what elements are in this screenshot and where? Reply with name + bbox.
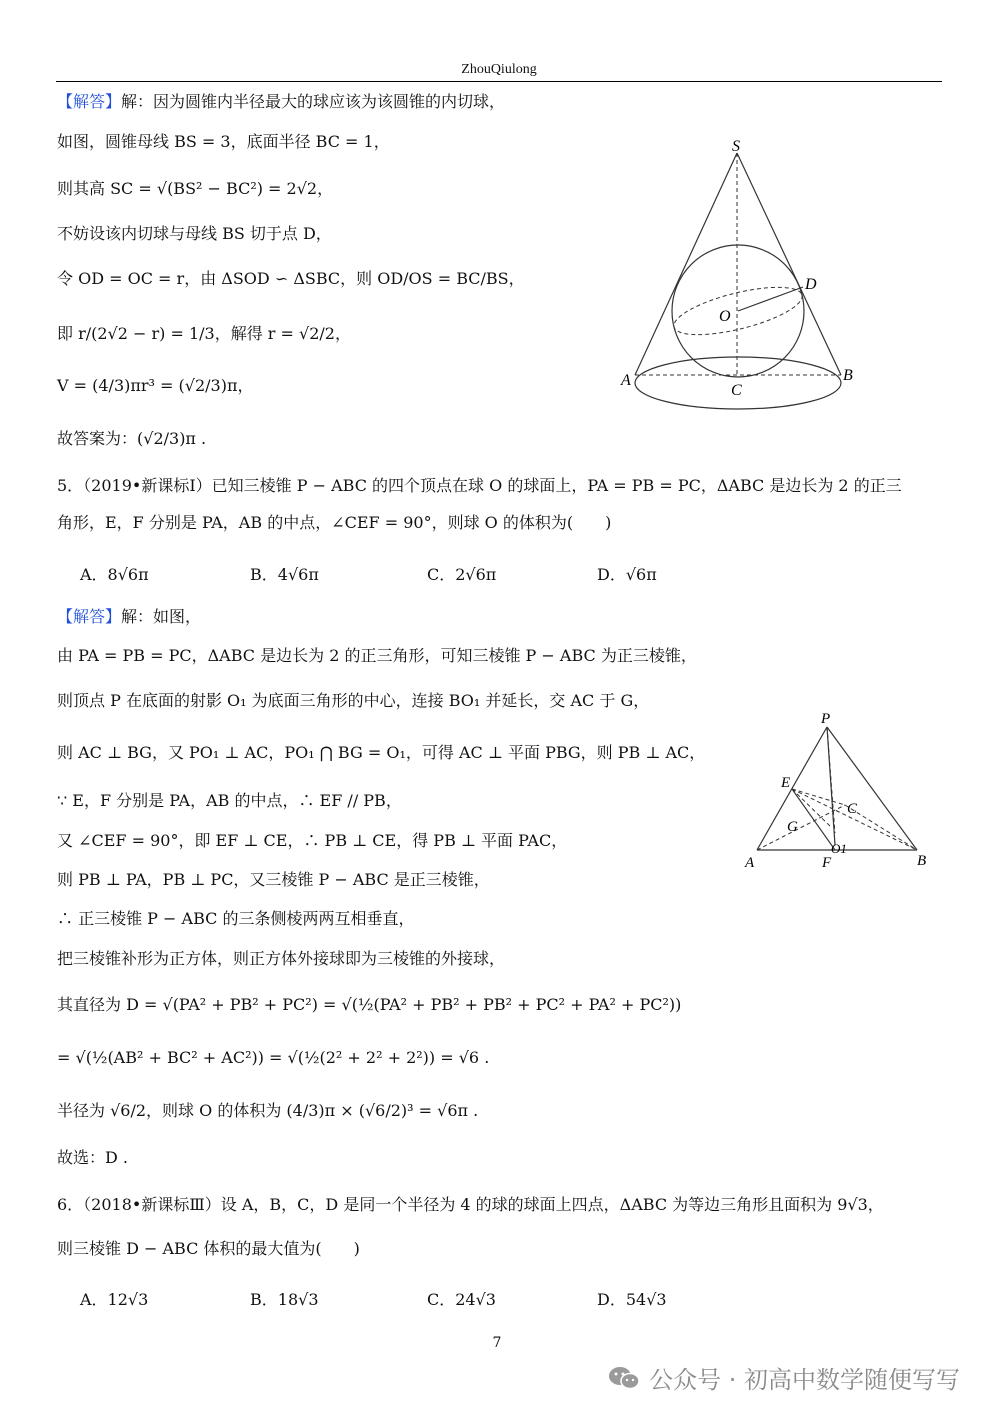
option-c[interactable]: C．24√3: [427, 1290, 496, 1309]
figure-label-C: C: [731, 382, 742, 399]
figure-label-B: B: [843, 367, 853, 384]
question-6-stem: 6．（2018•新课标Ⅲ）设 A，B，C，D 是同一个半径为 4 的球的球面上四点，ΔABC 为等边三角形且面积为 9√3，: [57, 1195, 884, 1214]
option-b[interactable]: B．4√6π: [250, 565, 319, 584]
figure-label-E: E: [781, 775, 791, 791]
solution-1-line: 即 r/(2√2 − r) = 1/3，解得 r = √2/2，: [57, 324, 351, 343]
figure-label-A: A: [745, 855, 755, 871]
figure-label-S: S: [732, 138, 740, 155]
answer-tag: 【解答】: [57, 92, 122, 111]
solution-1-line: 如图，圆锥母线 BS = 3，底面半径 BC = 1，: [57, 132, 390, 151]
solution-2-line: 【解答】解：如图，: [57, 607, 202, 626]
solution-2-line: = √(½(AB² + BC² + AC²)) = √(½(2² + 2² + 2²)) = √6 .: [57, 1048, 490, 1067]
solution-2-line: 则顶点 P 在底面的射影 O₁ 为底面三角形的中心，连接 BO₁ 并延长，交 AC 于 G，: [57, 691, 650, 710]
figure-label-P: P: [821, 711, 831, 727]
solution-2-line: 则 PB ⊥ PA，PB ⊥ PC，又三棱锥 P − ABC 是正三棱锥，: [57, 870, 490, 889]
solution-2-line: 把三棱锥补形为正方体，则正方体外接球即为三棱锥的外接球，: [57, 949, 506, 968]
figure-label-C: C: [847, 801, 858, 817]
solution-2-line: 故选：D .: [57, 1148, 129, 1167]
wechat-icon: [607, 1364, 641, 1392]
page-header-author: ZhouQiulong: [461, 62, 537, 77]
figure-label-B: B: [917, 853, 927, 869]
question-5-stem: 角形，E，F 分别是 PA，AB 的中点，∠CEF = 90°，则球 O 的体积为( ): [57, 513, 612, 532]
option-d[interactable]: D．√6π: [597, 565, 657, 584]
solution-1-line: 则其高 SC = √(BS² − BC²) = 2√2，: [57, 179, 334, 198]
cone-sphere-figure: [615, 135, 865, 415]
figure-label-F: F: [822, 855, 832, 871]
solution-1-line: V = (4/3)πr³ = (√2/3)π，: [57, 376, 254, 395]
figure-label-D: D: [805, 276, 817, 293]
header-rule: [56, 81, 942, 82]
figure-label-G: G: [787, 819, 798, 835]
question-6-stem: 则三棱锥 D − ABC 体积的最大值为( ): [57, 1239, 360, 1258]
solution-2-line: ∴ 正三棱锥 P − ABC 的三条侧棱两两互相垂直，: [57, 909, 415, 928]
option-d[interactable]: D．54√3: [597, 1290, 667, 1309]
solution-1-line: 【解答】解：因为圆锥内半径最大的球应该为该圆锥的内切球，: [57, 92, 506, 111]
solution-1-line: 故答案为：(√2/3)π .: [57, 429, 207, 448]
option-b[interactable]: B．18√3: [250, 1290, 319, 1309]
answer-tag: 【解答】: [57, 607, 122, 626]
solution-1-line: 不妨设该内切球与母线 BS 切于点 D，: [57, 224, 332, 243]
page-number: 7: [492, 1335, 502, 1351]
option-c[interactable]: C．2√6π: [427, 565, 497, 584]
solution-2-line: 其直径为 D = √(PA² + PB² + PC²) = √(½(PA² + PB² + PB² + PC² + PA² + PC²)): [57, 995, 682, 1014]
solution-2-line: ∵ E，F 分别是 PA，AB 的中点，∴ EF // PB，: [57, 791, 402, 810]
solution-1-line: 令 OD = OC = r，由 ΔSOD ∽ ΔSBC，则 OD/OS = BC/BS，: [57, 269, 525, 288]
figure-label-O1: O1: [831, 841, 847, 856]
watermark-text: 公众号 · 初高中数学随便写写: [649, 1366, 960, 1394]
option-a[interactable]: A．8√6π: [80, 565, 149, 584]
figure-label-A: A: [621, 372, 631, 389]
watermark: [607, 1360, 960, 1395]
question-5-stem: 5．（2019•新课标Ⅰ）已知三棱锥 P − ABC 的四个顶点在球 O 的球面上，PA = PB = PC，ΔABC 是边长为 2 的正三: [57, 476, 902, 495]
figure-label-O: O: [719, 308, 731, 325]
solution-2-line: 则 AC ⊥ BG，又 PO₁ ⊥ AC，PO₁ ⋂ BG = O₁，可得 AC ⊥ 平面 PBG，则 PB ⊥ AC，: [57, 743, 706, 762]
option-a[interactable]: A．12√3: [80, 1290, 149, 1309]
solution-2-line: 半径为 √6/2，则球 O 的体积为 (4/3)π × (√6/2)³ = √6π .: [57, 1101, 479, 1120]
pyramid-figure: [735, 705, 945, 875]
solution-2-line: 由 PA = PB = PC，ΔABC 是边长为 2 的正三角形，可知三棱锥 P − ABC 为正三棱锥，: [57, 646, 697, 665]
solution-2-line: 又 ∠CEF = 90°，即 EF ⊥ CE，∴ PB ⊥ CE，得 PB ⊥ 平面 PAC，: [57, 831, 568, 850]
